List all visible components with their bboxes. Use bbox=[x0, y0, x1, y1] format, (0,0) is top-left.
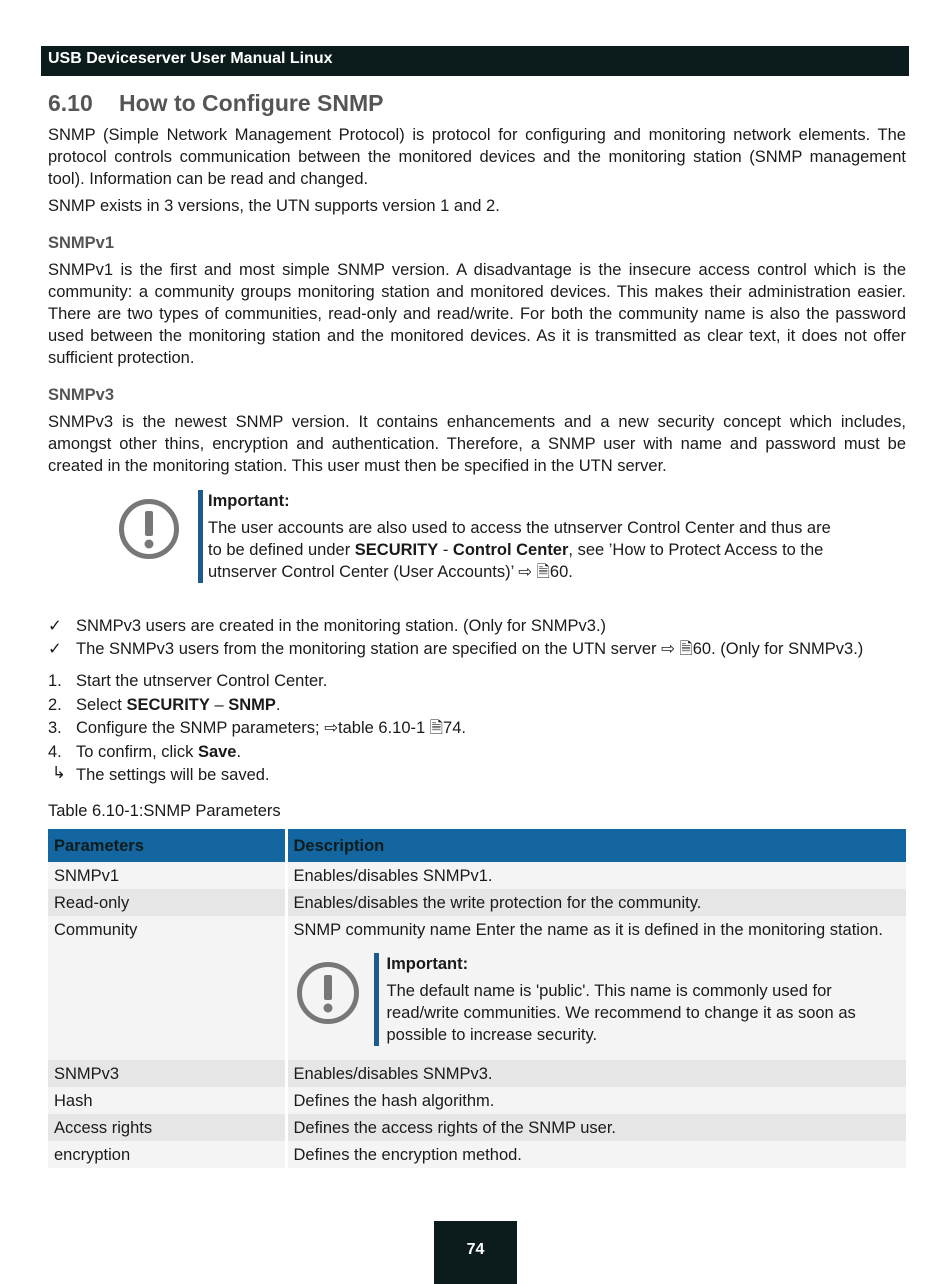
column-header-parameters: Parameters bbox=[48, 829, 286, 862]
exclamation-circle-icon bbox=[118, 498, 180, 560]
step-number: 1. bbox=[48, 672, 62, 690]
note-content bbox=[208, 490, 836, 583]
step-separator: – bbox=[209, 695, 229, 714]
list-item bbox=[48, 638, 906, 660]
document-header: USB Deviceserver User Manual Linux bbox=[41, 46, 909, 76]
desc-cell: Defines the access rights of the SNMP user. bbox=[286, 1114, 906, 1141]
note-separator: - bbox=[438, 541, 453, 559]
step-result bbox=[48, 764, 906, 786]
step-text: Select bbox=[76, 695, 127, 714]
note-label: Important: bbox=[208, 492, 290, 510]
desc-cell: Enables/disables SNMPv3. bbox=[286, 1060, 906, 1087]
desc-cell: Defines the encryption method. bbox=[286, 1141, 906, 1168]
param-cell: SNMPv1 bbox=[48, 862, 286, 889]
table-row bbox=[48, 1141, 906, 1168]
step-text: Configure the SNMP parameters; ⇨table 6.10-1 🗎74. bbox=[76, 719, 466, 737]
exclamation-circle-icon bbox=[296, 961, 360, 1025]
note-text bbox=[208, 517, 836, 583]
list-item bbox=[48, 670, 906, 692]
desc-cell: Enables/disables the write protection for the community. bbox=[286, 889, 906, 916]
list-item bbox=[48, 717, 906, 739]
important-note bbox=[118, 490, 906, 583]
param-cell: Read-only bbox=[48, 889, 286, 916]
desc-cell: Defines the hash algorithm. bbox=[286, 1087, 906, 1114]
section-number: 6.10 bbox=[48, 90, 93, 116]
prereq-text: SNMPv3 users are created in the monitoring station. (Only for SNMPv3.) bbox=[76, 617, 607, 635]
page-content bbox=[48, 88, 906, 1168]
community-important-note bbox=[296, 953, 901, 1046]
step-text: To confirm, click bbox=[76, 742, 198, 761]
table-row bbox=[48, 1060, 906, 1087]
param-cell: Access rights bbox=[48, 1114, 286, 1141]
prereq-text: The SNMPv3 users from the monitoring station are specified on the UTN server ⇨ 🗎60. (Only for SNMPv3.) bbox=[76, 640, 864, 658]
check-icon: ✓ bbox=[48, 640, 62, 658]
note-content bbox=[387, 953, 895, 1046]
step-text: Start the utnserver Control Center. bbox=[76, 672, 328, 690]
desc-text: SNMP community name Enter the name as it is defined in the monitoring station. bbox=[293, 921, 883, 939]
security-menu-ref: SECURITY bbox=[126, 695, 210, 714]
page-number: 74 bbox=[434, 1221, 517, 1284]
intro-versions-paragraph: SNMP exists in 3 versions, the UTN supports version 1 and 2. bbox=[48, 197, 500, 215]
note-accent-bar bbox=[374, 953, 379, 1046]
column-header-description: Description bbox=[286, 829, 906, 862]
step-number: 2. bbox=[48, 695, 62, 714]
param-cell: Hash bbox=[48, 1087, 286, 1114]
result-arrow-icon: ↳ bbox=[52, 764, 66, 782]
table-row bbox=[48, 1087, 906, 1114]
table-caption: Table 6.10-1:SNMP Parameters bbox=[48, 802, 281, 820]
snmpv1-heading: SNMPv1 bbox=[48, 234, 115, 252]
save-button-ref: Save bbox=[197, 742, 237, 761]
note-text-part: The user accounts are also used to access the utnserver Control Center and thus are to be defined under bbox=[208, 519, 831, 559]
desc-cell: Enables/disables SNMPv1. bbox=[286, 862, 906, 889]
list-item bbox=[48, 615, 906, 637]
table-header-row bbox=[48, 829, 906, 862]
snmp-menu-ref: SNMP bbox=[228, 695, 276, 714]
note-accent-bar bbox=[198, 490, 203, 583]
list-item bbox=[48, 741, 906, 763]
snmpv3-heading: SNMPv3 bbox=[48, 386, 115, 404]
table-row bbox=[48, 1114, 906, 1141]
step-number: 4. bbox=[48, 742, 62, 761]
note-text: The default name is 'public'. This name is commonly used for read/write communities. We recommend to change it as soon as possible to increase security. bbox=[386, 982, 856, 1044]
param-cell: encryption bbox=[48, 1141, 286, 1168]
snmp-parameters-table bbox=[48, 829, 906, 1168]
section-title-text: How to Configure SNMP bbox=[119, 90, 384, 116]
step-text-end: . bbox=[275, 695, 281, 714]
table-row bbox=[48, 889, 906, 916]
param-cell: Community bbox=[48, 916, 286, 1060]
result-text: The settings will be saved. bbox=[76, 766, 270, 784]
snmpv3-paragraph: SNMPv3 is the newest SNMP version. It contains enhancements and a new security concept which includes, amongst other thins, encryption and authentication. Therefore, a SNMP user with name and password must be created in the monitoring station. This user must then be specified in the UTN server. bbox=[48, 413, 906, 475]
steps-list bbox=[48, 670, 906, 763]
param-cell: SNMPv3 bbox=[48, 1060, 286, 1087]
section-title bbox=[48, 88, 906, 118]
note-cross-reference: , see ’How to Protect Access to the utnserver Control Center (User Accounts)’ ⇨ 🗎60. bbox=[208, 541, 824, 581]
table-row bbox=[48, 862, 906, 889]
snmpv1-paragraph: SNMPv1 is the first and most simple SNMP version. A disadvantage is the insecure access control which is the community: a community groups monitoring station and monitored devices. This makes their administration easier. There are two types of communities, read-only and read/write. For both the community name is also the password used between the monitoring station and the monitored devices. As it is transmitted as clear text, it does not offer sufficient protection. bbox=[48, 261, 906, 367]
security-menu-ref: SECURITY bbox=[354, 541, 439, 559]
prerequisites-list bbox=[48, 615, 906, 660]
control-center-menu-ref: Control Center bbox=[452, 541, 569, 559]
table-row bbox=[48, 916, 906, 1060]
list-item bbox=[48, 694, 906, 716]
note-label: Important: bbox=[386, 955, 469, 973]
step-number: 3. bbox=[48, 719, 62, 737]
intro-paragraph: SNMP (Simple Network Management Protocol) is protocol for configuring and monitoring network elements. The protocol controls communication between the monitored devices and the monitoring station (SNMP management tool). Information can be read and changed. bbox=[48, 126, 906, 188]
step-text-end: . bbox=[236, 742, 242, 761]
check-icon: ✓ bbox=[48, 617, 62, 635]
desc-cell bbox=[286, 916, 906, 1060]
